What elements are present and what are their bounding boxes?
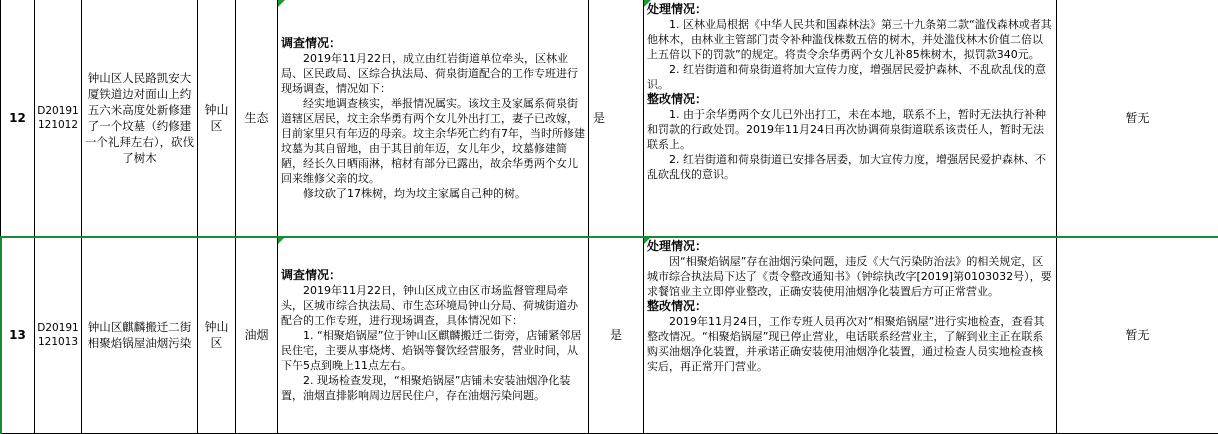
investigation-paragraph: 2. 现场检查发现，“相聚焰锅屋”店铺未安装油烟净化装置，油烟直排影响周边居民住户，存在油烟污染问题。 xyxy=(281,373,571,402)
handling-heading: 处理情况： xyxy=(647,2,708,16)
case-id-cell[interactable] xyxy=(35,0,82,237)
rectification-heading: 整改情况： xyxy=(647,92,708,106)
complaint-description: 钟山区麒麟搬迁二街相聚焰锅屋油烟污染 xyxy=(87,320,192,350)
accountability: 暂无 xyxy=(1125,110,1150,125)
rectification-heading: 整改情况： xyxy=(647,299,708,313)
case-id: D20191121012 xyxy=(37,105,79,131)
investigation-paragraph: 2019年11月22日，成立由红岩街道单位牵头，区林业局、区民政局、区综合执法局、荷泉街道配合的工作专班进行现场调查，情况如下： xyxy=(281,51,578,95)
case-id: D20191121013 xyxy=(37,322,79,348)
cell-marker-icon xyxy=(644,0,651,7)
handling-paragraph: 1. 区林业局根据《中华人民共和国森林法》第三十九条第二款“滥伐森林或者其他林木，由林业主管部门责令补种滥伐株数五倍的树木，并处滥伐林木价值二倍以上五倍以下的罚款”的规定。将责令余华勇两个女儿补85株树木，拟罚款340元。 xyxy=(647,18,1052,61)
investigation-cell[interactable] xyxy=(278,237,589,434)
accountability-cell[interactable] xyxy=(1057,237,1218,434)
district-cell[interactable] xyxy=(198,237,236,434)
complaint-description-cell[interactable] xyxy=(82,237,198,434)
category-cell[interactable] xyxy=(236,237,278,434)
investigation-paragraph: 修坟砍了17株树，均为坟主家属自己种的树。 xyxy=(303,186,526,200)
district: 钟山区 xyxy=(204,320,229,350)
rectification-paragraph: 2019年11月24日，工作专班人员再次对“相聚焰锅屋”进行实地检查，查看其整改情况。“相聚焰锅屋”现已停止营业，电话联系经营业主，了解到业主正在联系购买油烟净化装置，并承诺正确安装使用油烟净化装置，通过检查人员实地检查核实后，再正常开门营业。 xyxy=(647,315,1045,373)
row-number: 13 xyxy=(9,327,26,342)
category-cell[interactable] xyxy=(236,0,278,237)
complaint-description: 钟山区人民路凯安大厦铁道边对面山上约五六米高度处新修建了一个坟墓（约修建一个礼拜左右），砍伐了树木 xyxy=(84,71,195,165)
handling-heading: 处理情况： xyxy=(647,239,708,253)
cell-marker-icon xyxy=(278,0,285,7)
district: 钟山区 xyxy=(204,103,229,133)
verified-flag: 是 xyxy=(593,110,606,125)
rectification-paragraph: 1. 由于余华勇两个女儿已外出打工，未在本地，联系不上，暂时无法执行补种和罚款的行政处罚。2019年11月24日再次协调荷泉街道联系该责任人，暂时无法联系上。 xyxy=(647,108,1046,151)
category: 油烟 xyxy=(244,327,269,342)
handling-cell[interactable] xyxy=(644,237,1057,434)
row-number: 12 xyxy=(9,110,26,125)
investigation-paragraph: 2019年11月22日，钟山区成立由区市场监督管理局牵头，区城市综合执法局、市生态环境局钟山分局、荷城街道办配合的工作专班，进行现场调查，具体情况如下： xyxy=(281,283,578,327)
row-number-cell[interactable] xyxy=(0,0,35,237)
case-id-cell[interactable] xyxy=(35,237,82,434)
accountability: 暂无 xyxy=(1125,327,1150,342)
row-number-cell[interactable] xyxy=(0,237,35,434)
rectification-paragraph: 2. 红岩街道和荷泉街道已安排各居委，加大宣传力度，增强居民爱护森林、不乱砍乱伐的意识。 xyxy=(647,153,1046,181)
category: 生态 xyxy=(244,110,269,125)
selection-border xyxy=(0,236,1218,238)
handling-cell[interactable] xyxy=(644,0,1057,237)
verified-cell[interactable] xyxy=(589,0,644,237)
verified-flag: 是 xyxy=(609,327,622,342)
table-row xyxy=(0,237,1218,434)
handling-paragraph: 2. 红岩街道和荷泉街道将加大宣传力度，增强居民爱护森林、不乱砍乱伐的意识。 xyxy=(647,63,1046,91)
cell-marker-icon xyxy=(278,237,285,244)
cell-marker-icon xyxy=(644,237,651,244)
investigation-paragraph: 经实地调查核实，举报情况属实。该坟主及家属系荷泉街道辖区居民，坟主余华勇有两个女儿外出打工，妻子已改嫁，目前家里只有年迈的母亲。坟主余华死亡约有7年，当时所修建坟墓为其自留地，由于其目前年迈，女儿年少，坟墓修建简陋，经长久日晒雨淋，棺材有部分已露出，故余华勇两个女儿回来维修父亲的坟。 xyxy=(281,96,585,185)
handling-paragraph: 因“相聚焰锅屋”存在油烟污染问题，违反《大气污染防治法》的相关规定，区城市综合执法局下达了《责令整改通知书》（钟综执改字[2019]第0103032号），要求餐馆业主立即停业整改，正确安装使用油烟净化装置后方可正常营业。 xyxy=(647,255,1052,298)
investigation-heading: 调查情况： xyxy=(281,267,342,282)
district-cell[interactable] xyxy=(198,0,236,237)
selection-border xyxy=(0,237,2,434)
verified-cell[interactable] xyxy=(589,237,644,434)
investigation-heading: 调查情况： xyxy=(281,35,342,50)
investigation-cell[interactable] xyxy=(278,0,589,237)
complaint-description-cell[interactable] xyxy=(82,0,198,237)
investigation-paragraph: 1. “相聚焰锅屋”位于钟山区麒麟搬迁二街旁，店铺紧邻居民住宅，主要从事烧烤、焰锅等餐饮经营服务，营业时间，从下午5点到晚上11点左右。 xyxy=(281,328,582,372)
accountability-cell[interactable] xyxy=(1057,0,1218,237)
